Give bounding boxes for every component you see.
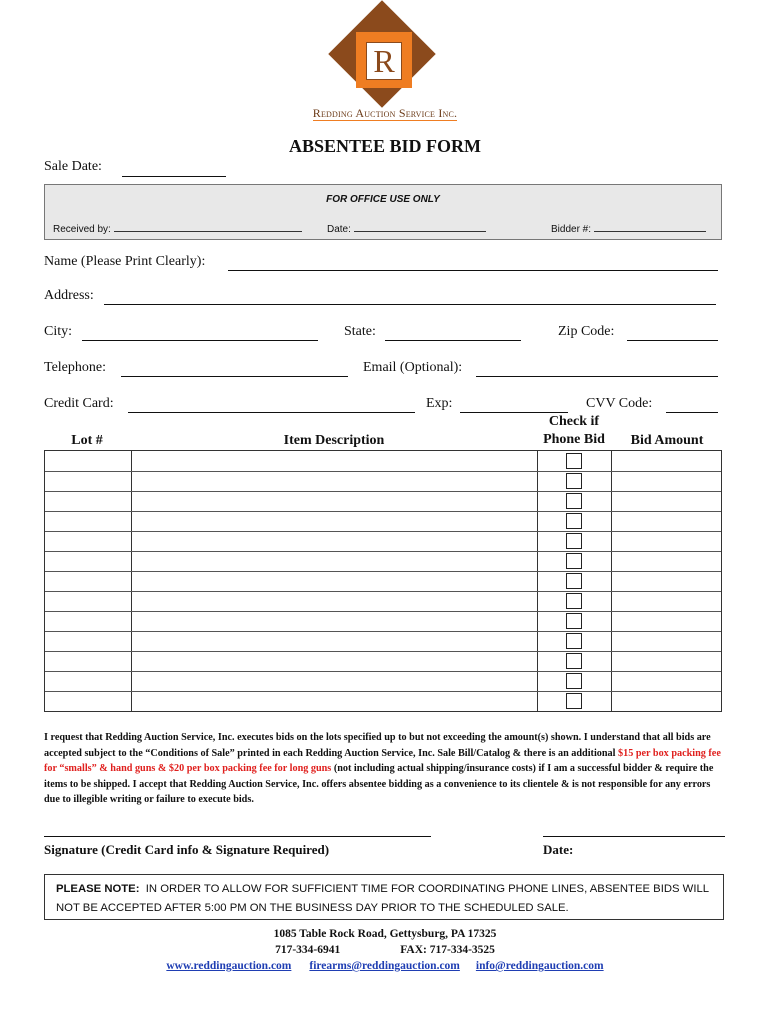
credit-card-label: Credit Card: [44, 396, 114, 411]
received-by-line [114, 222, 302, 232]
table-row-divider [45, 651, 721, 652]
company-logo [0, 14, 770, 124]
phone-bid-checkbox[interactable] [566, 613, 582, 629]
address-label: Address: [44, 288, 94, 303]
table-row-divider [45, 491, 721, 492]
office-use-title: FOR OFFICE USE ONLY [326, 194, 440, 205]
email-label: Email (Optional): [363, 360, 463, 375]
phone-bid-checkbox[interactable] [566, 673, 582, 689]
table-row-divider [45, 551, 721, 552]
header-bid-amount: Bid Amount [630, 433, 704, 448]
header-phone-bid-line1: Check if [548, 414, 600, 429]
office-use-box [44, 184, 722, 240]
footer-address: 1085 Table Rock Road, Gettysburg, PA 17325 [273, 928, 497, 940]
header-lot: Lot # [71, 433, 103, 448]
zip-field[interactable] [627, 340, 718, 341]
table-row-divider [45, 591, 721, 592]
office-date-field[interactable] [327, 222, 486, 235]
name-field[interactable] [228, 270, 718, 271]
table-row-divider [45, 531, 721, 532]
table-row-divider [45, 691, 721, 692]
notice-box [44, 874, 724, 920]
office-date-line [354, 222, 486, 232]
cvv-field[interactable] [666, 412, 718, 413]
phone-bid-checkbox[interactable] [566, 633, 582, 649]
signature-field[interactable] [44, 836, 431, 837]
form-title: ABSENTEE BID FORM [288, 136, 482, 156]
phone-bid-checkbox[interactable] [566, 533, 582, 549]
cvv-label: CVV Code: [586, 396, 653, 411]
state-label: State: [344, 324, 376, 339]
signature-label: Signature (Credit Card info & Signature Required) [44, 842, 330, 857]
notice-text: IN ORDER TO ALLOW FOR SUFFICIENT TIME FOR COORDINATING PHONE LINES, ABSENTEE BIDS WILL NOT BE ACCEPTED AFTER 5:00 PM ON THE BUSINESS DAY PRIOR TO THE SCHEDULED SALE. [56, 883, 709, 914]
website-link[interactable]: www.reddingauction.com [166, 960, 292, 972]
phone-bid-checkbox[interactable] [566, 493, 582, 509]
notice-label: PLEASE NOTE: [56, 883, 140, 895]
column-divider [611, 451, 612, 711]
table-row-divider [45, 511, 721, 512]
address-field[interactable] [104, 304, 716, 305]
sale-date-field[interactable] [122, 176, 226, 177]
bidder-number-field[interactable] [551, 222, 706, 235]
logo-company-name: Redding Auction Service Inc. [312, 106, 458, 120]
table-row-divider [45, 471, 721, 472]
office-date-label: Date: [327, 224, 351, 235]
email-field[interactable] [476, 376, 718, 377]
phone-bid-checkbox[interactable] [566, 473, 582, 489]
table-row-divider [45, 631, 721, 632]
phone-bid-checkbox[interactable] [566, 573, 582, 589]
header-phone-bid-line2: Phone Bid [543, 432, 605, 447]
info-email-link[interactable]: info@reddingauction.com [475, 960, 604, 972]
received-by-label: Received by: [53, 224, 111, 235]
zip-label: Zip Code: [558, 324, 615, 339]
state-field[interactable] [385, 340, 521, 341]
signature-date-label: Date: [543, 842, 574, 857]
phone-bid-checkbox[interactable] [566, 553, 582, 569]
table-row-divider [45, 671, 721, 672]
column-divider [537, 451, 538, 711]
terms-paragraph [44, 730, 724, 808]
terms-text-2: (not including actual shipping/insurance costs) if I am a successful bidder & require the items to be shipped. I accept that Redding Auction Service, Inc. offers absentee bidding as a convenience to its clientele & is not responsible for any errors due to illegible writing or failure to execute bids. [44, 763, 714, 806]
telephone-label: Telephone: [44, 360, 106, 375]
telephone-field[interactable] [121, 376, 348, 377]
phone-bid-checkbox[interactable] [566, 693, 582, 709]
column-divider [131, 451, 132, 711]
bidder-number-line [594, 222, 706, 232]
phone-bid-checkbox[interactable] [566, 513, 582, 529]
city-field[interactable] [82, 340, 318, 341]
sale-date-label: Sale Date: [44, 159, 102, 174]
name-label: Name (Please Print Clearly): [44, 254, 206, 269]
city-label: City: [44, 324, 73, 339]
received-by-field[interactable] [53, 222, 302, 235]
terms-packing-fee: $15 per box packing fee for “smalls” & hand guns & $20 per box packing fee for long guns [44, 747, 721, 775]
logo-letter: R [373, 43, 395, 79]
table-row-divider [45, 611, 721, 612]
firearms-email-link[interactable]: firearms@reddingauction.com [309, 960, 460, 972]
bidder-number-label: Bidder #: [551, 224, 592, 235]
header-description: Item Description [283, 433, 385, 448]
footer-phone: 717-334-6941 [275, 944, 341, 956]
footer-phone-line [0, 944, 770, 956]
table-row-divider [45, 571, 721, 572]
footer-fax: FAX: 717-334-3525 [400, 944, 495, 956]
signature-date-field[interactable] [543, 836, 725, 837]
terms-text-1: I request that Redding Auction Service, Inc. executes bids on the lots specified up to but not exceeding the amount(s) shown. I understand that all bids are accepted subject to the “Conditions of Sale” printed in each Redding Auction Service, Inc. Sale Bill/Catalog & there is an additional [44, 732, 711, 759]
phone-bid-checkbox[interactable] [566, 653, 582, 669]
footer-links [0, 960, 770, 972]
phone-bid-checkbox[interactable] [566, 593, 582, 609]
exp-label: Exp: [426, 396, 453, 411]
bid-table [44, 450, 722, 712]
phone-bid-checkbox[interactable] [566, 453, 582, 469]
credit-card-field[interactable] [128, 412, 415, 413]
